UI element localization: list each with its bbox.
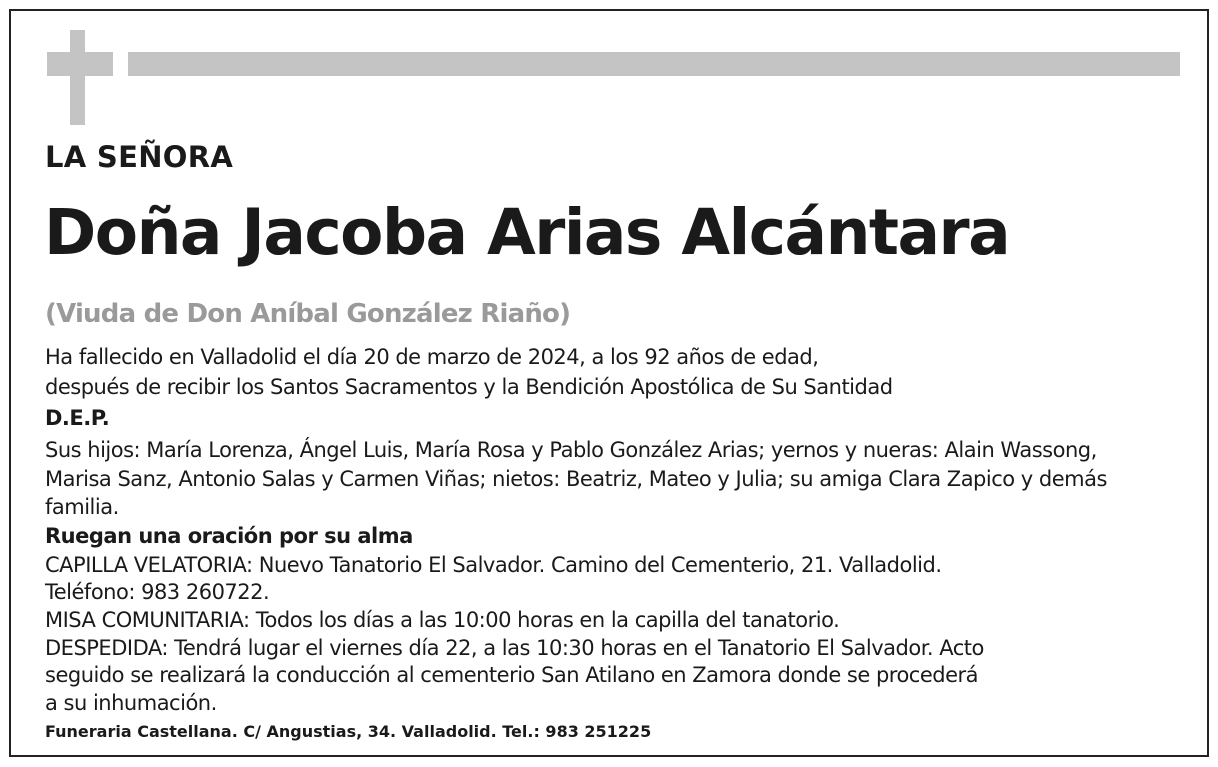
despedida-line-3: a su inhumación.	[45, 691, 217, 715]
widow-subtitle: (Viuda de Don Aníbal González Riaño)	[45, 299, 571, 329]
capilla-line-1: CAPILLA VELATORIA: Nuevo Tanatorio El Salvador. Camino del Cementerio, 21. Valladolid.	[45, 553, 942, 577]
family-line-1: Sus hijos: María Lorenza, Ángel Luis, María Rosa y Pablo González Arias; yernos y nueras: Alain Wassong,	[45, 438, 1097, 462]
title-prefix: LA SEÑORA	[45, 140, 234, 174]
dep-label: D.E.P.	[45, 406, 110, 430]
family-line-2: Marisa Sanz, Antonio Salas y Carmen Viñas; nietos: Beatriz, Mateo y Julia; su amiga Clara Zapico y demás	[45, 467, 1107, 491]
capilla-line-2: Teléfono: 983 260722.	[45, 580, 270, 604]
funeraria-footer: Funeraria Castellana. C/ Angustias, 34. Valladolid. Tel.: 983 251225	[45, 722, 652, 741]
cross-horizontal-bar	[47, 52, 113, 76]
despedida-line-2: seguido se realizará la conducción al cementerio San Atilano en Zamora donde se procederá	[45, 663, 979, 687]
despedida-line-1: DESPEDIDA: Tendrá lugar el viernes día 22, a las 10:30 horas en el Tanatorio El Salvador. Acto	[45, 636, 984, 660]
prayer-request: Ruegan una oración por su alma	[45, 524, 413, 548]
announcement-line-1: Ha fallecido en Valladolid el día 20 de marzo de 2024, a los 92 años de edad,	[45, 345, 819, 369]
announcement-line-2: después de recibir los Santos Sacramentos y la Bendición Apostólica de Su Santidad	[45, 375, 893, 399]
family-line-3: familia.	[45, 495, 119, 519]
header-divider-bar	[128, 52, 1180, 76]
cross-vertical-bar	[70, 30, 85, 125]
misa-line: MISA COMUNITARIA: Todos los días a las 10:00 horas en la capilla del tanatorio.	[45, 608, 840, 632]
deceased-name: Doña Jacoba Arias Alcántara	[44, 196, 1010, 269]
